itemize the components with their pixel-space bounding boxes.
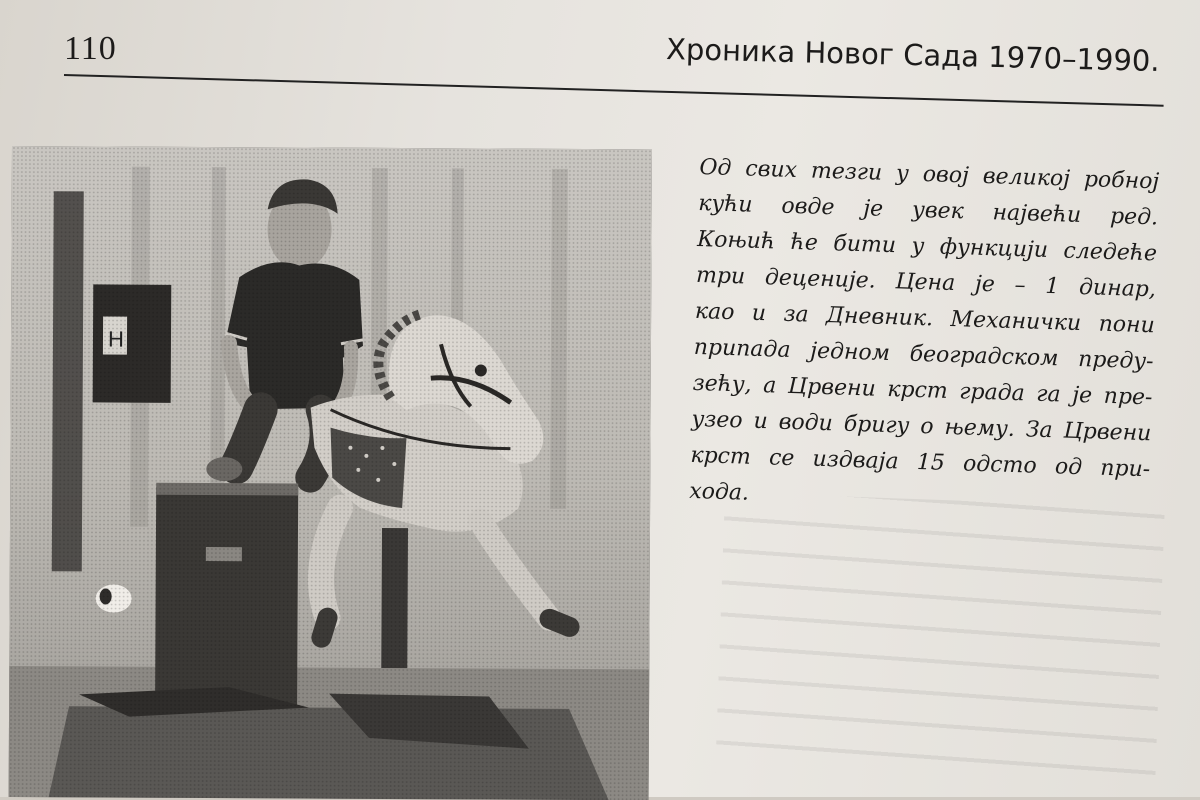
caption-line: крст се издваја 15 одсто од при-	[690, 442, 1151, 483]
caption-line: кући овде је увек највећи ред.	[697, 190, 1159, 231]
caption-line: зећу, а Црвени крст града га је пре-	[692, 370, 1153, 411]
caption-line: Коњић ће бити у функцији следеће	[696, 226, 1158, 267]
header-rule	[64, 74, 1164, 107]
photo-caption	[689, 150, 1160, 524]
bleed-through-text	[715, 492, 1165, 787]
caption-line: три деценије. Цена је – 1 динар,	[695, 262, 1157, 303]
page-number: 110	[64, 30, 117, 67]
caption-line: припада једном београдском преду-	[693, 334, 1154, 375]
caption-line: као и за Дневник. Механички пони	[694, 298, 1156, 339]
caption-line: Од свих тезги у овој великој робној	[699, 154, 1160, 195]
caption-line: хода.	[688, 478, 750, 506]
caption-line: узео и води бригу о њему. За Црвени	[691, 406, 1152, 447]
photo-child-on-mechanical-pony	[9, 146, 652, 800]
running-title: Хроника Новог Сада 1970–1990.	[666, 31, 1161, 78]
